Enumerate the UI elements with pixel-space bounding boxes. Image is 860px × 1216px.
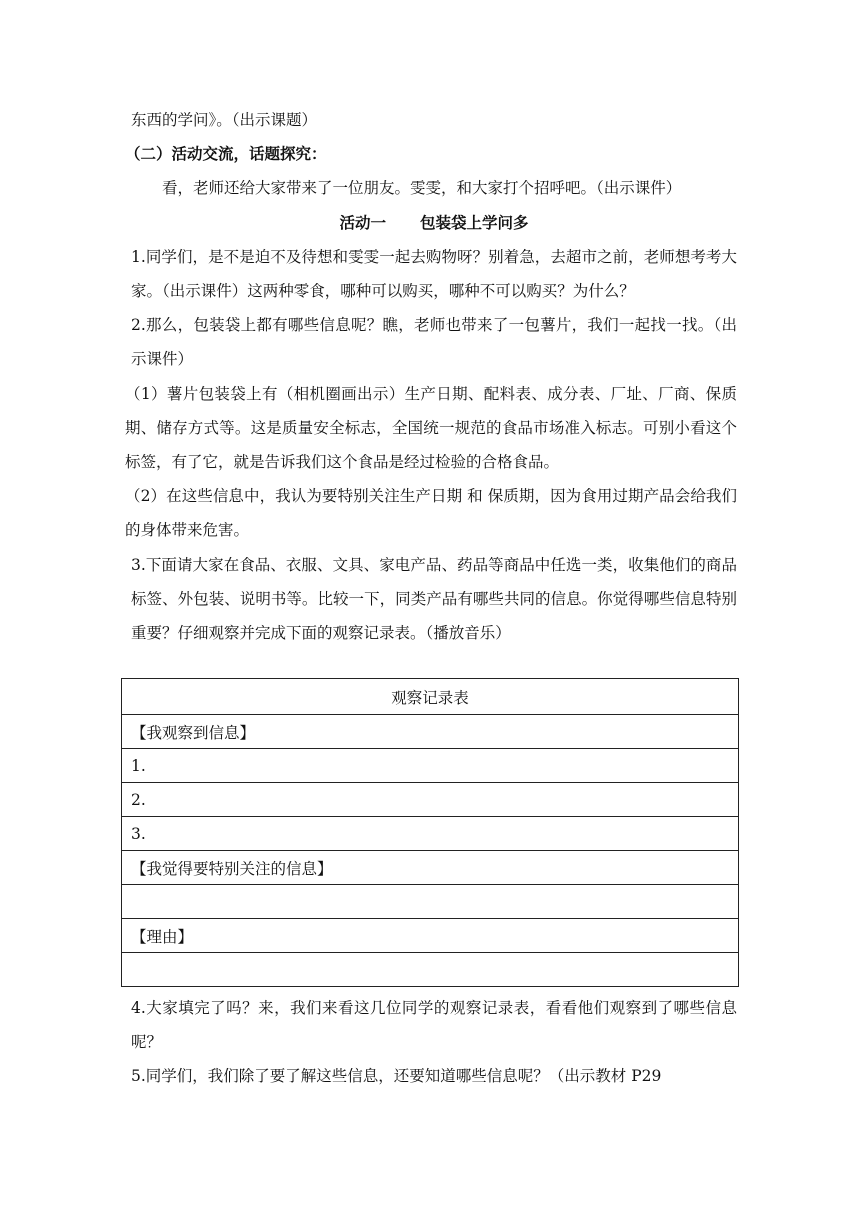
table-title: 观察记录表 [122, 679, 739, 715]
paragraph-2-1: （1）薯片包装袋上有（相机圈画出示）生产日期、配料表、成分表、厂址、厂商、保质期、储存方式等。这是质量安全标志，全国统一规范的食品市场准入标志。可别小看这个标签，有了它，就是告诉我们这个食品是经过检验的合格食品。 [125, 384, 737, 472]
table-row [122, 749, 739, 783]
table-row [122, 851, 739, 885]
paragraph-4: 4.大家填完了吗？来，我们来看这几位同学的观察记录表，看看他们观察到了哪些信息呢？ [131, 999, 737, 1052]
paragraph-5: 5.同学们，我们除了要了解这些信息，还要知道哪些信息呢？（出示教材 P29 [131, 1067, 662, 1086]
section-heading: （二）活动交流，话题探究： [125, 144, 327, 164]
table-row [122, 783, 739, 817]
table-cell: 1. [122, 749, 739, 783]
activity-number: 活动一 [339, 212, 386, 232]
paragraph-title-end: 东西的学问》。（出示课题） [131, 111, 318, 129]
table-cell: 【我觉得要特别关注的信息】 [122, 851, 739, 885]
table-row [122, 885, 739, 919]
table-cell [122, 885, 739, 919]
paragraph-intro: 看，老师还给大家带来了一位朋友。雯雯，和大家打个招呼吧。（出示课件） [162, 179, 682, 198]
observation-table [121, 678, 739, 987]
body-text [125, 103, 737, 650]
paragraph-1: 1.同学们，是不是迫不及待想和雯雯一起去购物呀？别着急，去超市之前，老师想考考大家。（出示课件）这两种零食，哪种可以购买，哪种不可以购买？为什么？ [131, 247, 737, 301]
paragraph-3: 3.下面请大家在食品、衣服、文具、家电产品、药品等商品中任选一类，收集他们的商品标签、外包装、说明书等。比较一下，同类产品有哪些共同的信息。你觉得哪些信息特别重要？仔细观察并完成下面的观察记录表。（播放音乐） [131, 555, 737, 643]
activity-heading [131, 206, 737, 240]
table-row [122, 953, 739, 987]
table-cell: 2. [122, 783, 739, 817]
table-row [122, 919, 739, 953]
activity-title: 包装袋上学问多 [420, 212, 529, 232]
table-row [122, 715, 739, 749]
paragraph-2: 2.那么，包装袋上都有哪些信息呢？瞧，老师也带来了一包薯片，我们一起找一找。（出示课件） [131, 316, 737, 369]
paragraph-2-2: （2）在这些信息中，我认为要特别关注生产日期 和 保质期，因为食用过期产品会给我们的身体带来危害。 [125, 487, 737, 540]
body-text-continued [131, 991, 737, 1094]
table-cell: 3. [122, 817, 739, 851]
table-cell: 【我观察到信息】 [122, 715, 739, 749]
table-row [122, 679, 739, 715]
table-cell [122, 953, 739, 987]
table-cell: 【理由】 [122, 919, 739, 953]
table-row [122, 817, 739, 851]
